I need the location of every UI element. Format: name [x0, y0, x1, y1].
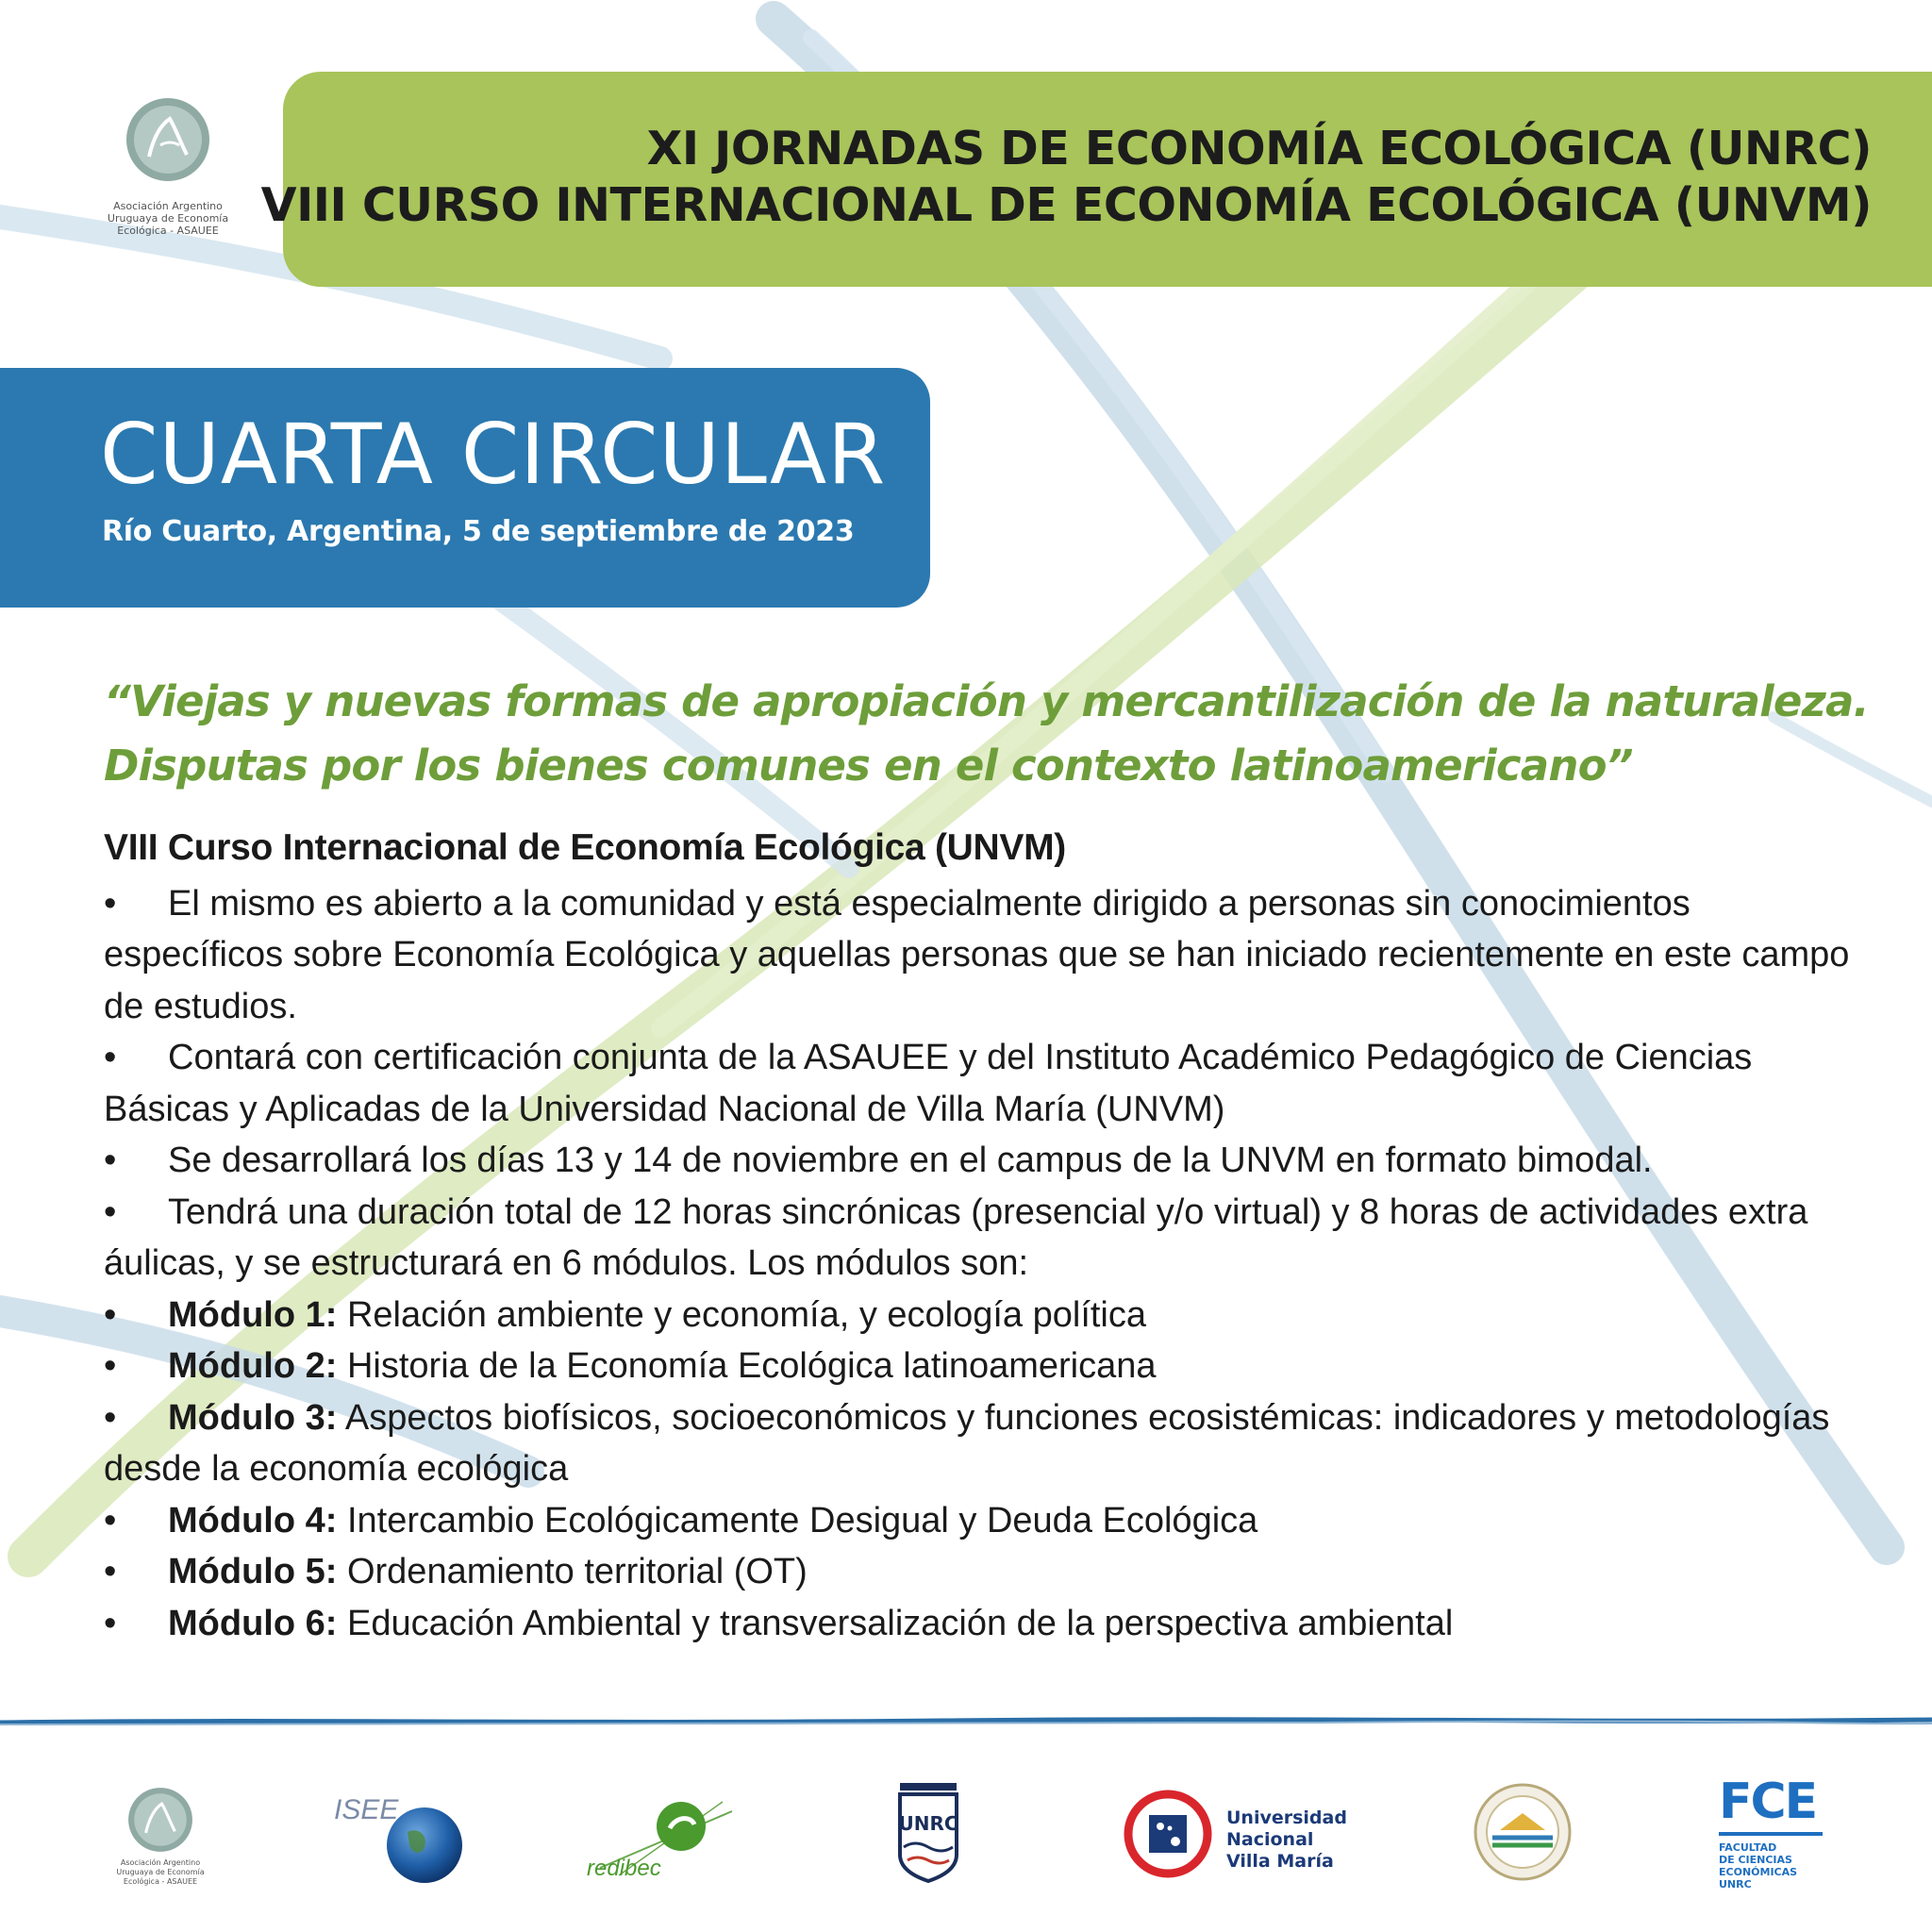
unrc-logo: [892, 1781, 964, 1887]
unvm-emblem-icon: [1121, 1787, 1215, 1881]
fce-underline-icon: [1719, 1830, 1823, 1838]
module-label: Módulo 6:: [168, 1603, 338, 1643]
bullet: •: [104, 1346, 117, 1386]
event-titles: [261, 121, 1872, 234]
module-item: [104, 1598, 1877, 1650]
redibec-label: redibec: [587, 1856, 661, 1881]
fce-wordmark: FCE: [1719, 1774, 1817, 1830]
bullet: •: [104, 1038, 117, 1077]
quote-line-1: “Viejas y nuevas formas de apropiación y mercantilización de la naturaleza.: [104, 676, 1869, 726]
bullet: •: [104, 1552, 117, 1591]
module-text: Educación Ambiental y transversalización de la perspectiva ambiental: [346, 1603, 1454, 1643]
bullet: •: [104, 1603, 117, 1643]
module-text: Intercambio Ecológicamente Desigual y Deuda Ecológica: [346, 1500, 1258, 1541]
module-item: [104, 1546, 1877, 1598]
event-header-banner: [260, 72, 1932, 287]
module-item: [104, 1290, 1877, 1341]
list-item-text: Contará con certificación conjunta de la ASAUEE y del Instituto Académico Pedagógico de Ciencias Básicas y Aplicadas de la Universidad Nacional de Villa María (UNVM): [104, 1038, 1753, 1129]
unrc-label: UNRC: [898, 1812, 958, 1835]
module-label: Módulo 3:: [168, 1397, 338, 1438]
event-title-line-2: VIII CURSO INTERNACIONAL DE ECONOMÍA ECOLÓGICA (UNVM): [260, 178, 1872, 232]
sponsor-logos: [0, 1774, 1932, 1906]
isee-label: ISEE: [334, 1794, 399, 1825]
list-item: [104, 878, 1877, 1033]
module-item: [104, 1341, 1877, 1392]
list-item: [104, 1032, 1877, 1135]
module-text: Aspectos biofísicos, socioeconómicos y funciones ecosistémicas: indicadores y metodologías desde la economía ecológica: [104, 1397, 1830, 1489]
list-item: [104, 1135, 1877, 1187]
module-item: [104, 1495, 1877, 1547]
unvm-line-1: Universidad: [1226, 1807, 1347, 1828]
footer-divider: [0, 1715, 1932, 1728]
list-item-text: Se desarrollará los días 13 y 14 de noviembre en el campus de la UNVM en formato bimodal.: [168, 1141, 1653, 1180]
theme-quote: [104, 670, 1896, 798]
module-label: Módulo 1:: [168, 1294, 338, 1335]
circular-banner: [0, 368, 930, 608]
list-item-text: El mismo es abierto a la comunidad y está especialmente dirigido a personas sin conocimientos específicos sobre Economía Ecológica y aquellas personas que se han iniciado recientemente en este campo de estudios.: [104, 883, 1850, 1026]
module-text: Ordenamiento territorial (OT): [337, 1552, 808, 1591]
fce-logo: [1719, 1774, 1870, 1900]
footer-asauee-logo: [104, 1785, 217, 1887]
module-item: [104, 1392, 1877, 1495]
unrc-shield-icon: [892, 1781, 964, 1887]
fce-subtitle: FACULTAD DE CIENCIAS ECONÓMICAS UNRC: [1719, 1841, 1798, 1890]
circular-date: Río Cuarto, Argentina, 5 de septiembre de 2023: [102, 515, 855, 548]
module-label: Módulo 4:: [168, 1500, 338, 1541]
module-label: Módulo 2:: [168, 1346, 338, 1386]
course-heading: VIII Curso Internacional de Economía Ecológica (UNVM): [104, 827, 1066, 868]
asauee-emblem-icon: [123, 94, 213, 185]
asauee-emblem-icon: [125, 1785, 195, 1855]
course-section: [104, 823, 1877, 1649]
isee-logo: [334, 1790, 466, 1885]
bullet: •: [104, 1500, 117, 1541]
redibec-logo: [581, 1792, 741, 1883]
unvm-line-2: Nacional: [1226, 1829, 1314, 1850]
event-title-line-1: XI JORNADAS DE ECONOMÍA ECOLÓGICA (UNRC): [646, 122, 1872, 175]
seal-emblem-icon: [1472, 1781, 1574, 1883]
bullet: •: [104, 883, 117, 924]
bullet: •: [104, 1397, 117, 1438]
asauee-caption: Asociación Argentino Uruguaya de Economía Ecológica - ASAUEE: [107, 200, 229, 237]
bullet: •: [104, 1191, 117, 1232]
redibec-leaf-icon: [581, 1792, 741, 1883]
module-text: Relación ambiente y economía, y ecología política: [337, 1294, 1147, 1335]
list-item: [104, 1187, 1877, 1290]
unvm-logo: [1121, 1787, 1347, 1881]
unvm-wordmark: [1226, 1807, 1347, 1873]
quote-line-2: Disputas por los bienes comunes en el contexto latinoamericano”: [104, 741, 1633, 791]
bullet: •: [104, 1294, 117, 1335]
module-text: Historia de la Economía Ecológica latinoamericana: [337, 1346, 1157, 1386]
module-label: Módulo 5:: [168, 1552, 338, 1591]
seal-logo: [1472, 1781, 1574, 1883]
footer-asauee-caption: Asociación Argentino Uruguaya de Economía Ecológica - ASAUEE: [116, 1858, 205, 1886]
asauee-logo: [102, 94, 234, 237]
bullet: •: [104, 1141, 117, 1180]
list-item-text: Tendrá una duración total de 12 horas sincrónicas (presencial y/o virtual) y 8 horas de actividades extra áulicas, y se estructurará en 6 módulos. Los módulos son:: [104, 1191, 1808, 1283]
unvm-line-3: Villa María: [1226, 1851, 1334, 1872]
circular-title: CUARTA CIRCULAR: [100, 406, 887, 503]
